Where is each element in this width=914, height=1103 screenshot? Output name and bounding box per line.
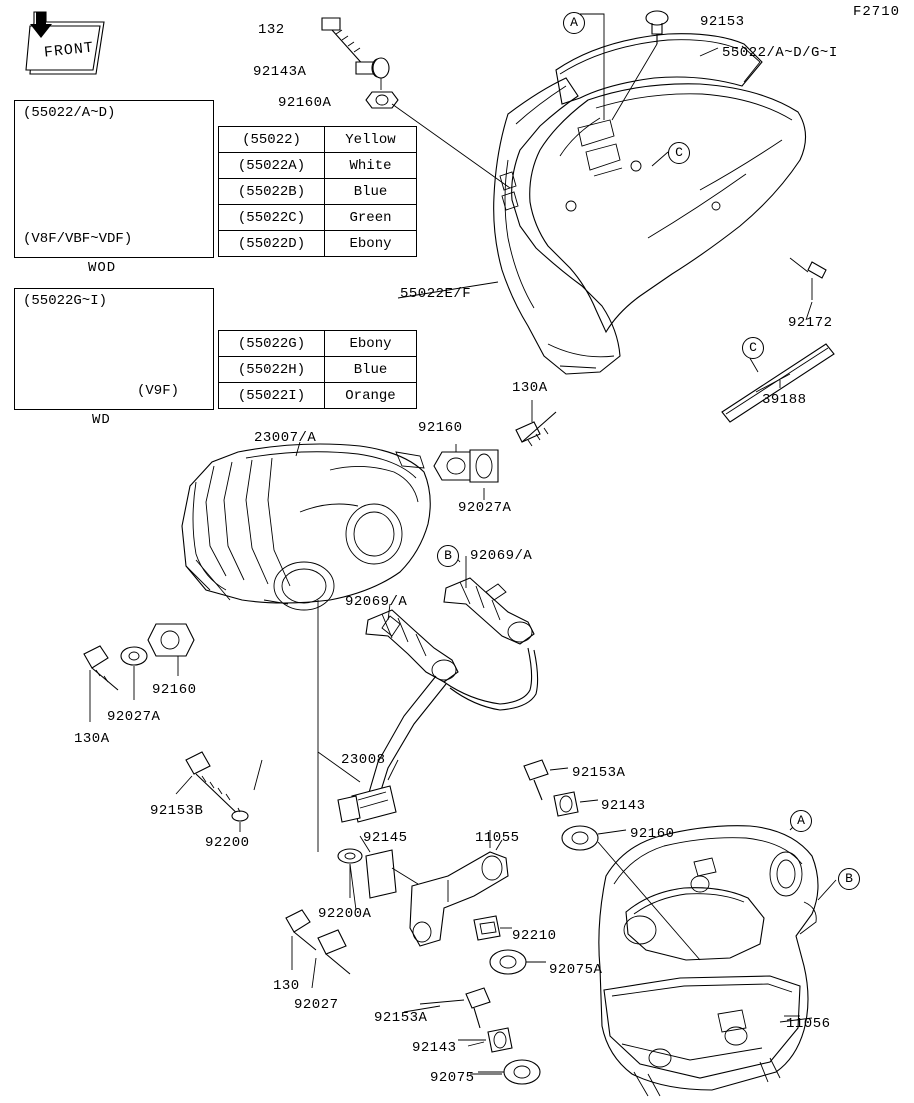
table-row (219, 231, 417, 257)
callout-92027A-top: 92027A (458, 500, 512, 516)
callout-92200: 92200 (205, 835, 250, 851)
bulb-92069A-right (444, 578, 534, 644)
color-code: (55022C) (219, 205, 325, 231)
callout-11055: 11055 (475, 830, 520, 846)
nut-92160-left (148, 624, 194, 674)
callout-92153: 92153 (700, 14, 745, 30)
nut-92210 (474, 916, 512, 940)
spring-92145 (366, 850, 418, 898)
variant-box-wd-caption: WD (92, 412, 111, 428)
callout-92160-left: 92160 (152, 682, 197, 698)
bulb-92069A-left (366, 610, 458, 682)
headlight-bracket-11056 (599, 826, 818, 1096)
callout-92145: 92145 (363, 830, 408, 846)
color-table-wd (218, 330, 417, 409)
callout-92210: 92210 (512, 928, 557, 944)
callout-39188: 39188 (762, 392, 807, 408)
color-name: White (325, 153, 417, 179)
callout-92153B: 92153B (150, 803, 204, 819)
color-code: (55022B) (219, 179, 325, 205)
color-name: Ebony (325, 331, 417, 357)
variant-box-wod-caption: WOD (88, 260, 117, 276)
front-badge-label: FRONT (43, 39, 95, 62)
table-row (219, 205, 417, 231)
collar-92143-right (554, 792, 598, 816)
callout-92069A-left: 92069/A (345, 594, 408, 610)
callout-55022-group: 55022/A~D/G~I (722, 45, 838, 61)
callout-92160A: 92160A (278, 95, 332, 111)
washer-92200A (318, 600, 362, 898)
callout-92172: 92172 (788, 315, 833, 331)
table-row (219, 383, 417, 409)
callout-92143-right: 92143 (601, 798, 646, 814)
callout-92027A-left: 92027A (107, 709, 161, 725)
table-row (219, 153, 417, 179)
color-name: Orange (325, 383, 417, 409)
color-code: (55022A) (219, 153, 325, 179)
collar-92143A (373, 58, 389, 90)
washer-92027A-left (121, 647, 147, 700)
variant-box-wod-title: (55022/A~D) (23, 105, 116, 121)
callout-92027: 92027 (294, 997, 339, 1013)
callout-23008: 23008 (341, 752, 386, 768)
color-code: (55022I) (219, 383, 325, 409)
bolt-92027-bottom (312, 930, 350, 988)
circle-ref-c-mid: C (742, 337, 764, 359)
variant-box-wd-title: (55022G~I) (23, 293, 108, 309)
circle-ref-a-right: A (790, 810, 812, 832)
table-row (219, 357, 417, 383)
sheet-code: F2710 (852, 4, 900, 20)
callout-92153A-right: 92153A (572, 765, 626, 781)
callout-92200A: 92200A (318, 906, 372, 922)
callout-130A-top: 130A (512, 380, 548, 396)
collar-92027A-top (470, 450, 498, 500)
circle-ref-b-mid: B (437, 545, 459, 567)
table-row (219, 179, 417, 205)
color-name: Blue (325, 179, 417, 205)
circle-ref-c-top: C (668, 142, 690, 164)
color-table-wod (218, 126, 417, 257)
circle-ref-a-top: A (563, 12, 585, 34)
callout-92143A: 92143A (253, 64, 307, 80)
damper-92075-bottom (478, 1060, 540, 1084)
bolt-130A-top (516, 400, 556, 446)
bolt-130-bottom (286, 910, 316, 970)
washer-92200 (232, 760, 262, 832)
variant-box-wd (14, 288, 214, 410)
headlight-unit-23007A (182, 444, 430, 610)
callout-92153A-bottom: 92153A (374, 1010, 428, 1026)
color-code: (55022D) (219, 231, 325, 257)
nut-92160-right (562, 826, 700, 960)
callout-130A-left: 130A (74, 731, 110, 747)
variant-box-wod-sub: (V8F/VBF~VDF) (23, 231, 133, 247)
color-code: (55022G) (219, 331, 325, 357)
color-name: Green (325, 205, 417, 231)
color-name: Blue (325, 357, 417, 383)
callout-92160-right: 92160 (630, 826, 675, 842)
trim-strip-39188 (722, 344, 834, 422)
variant-box-wd-sub: (V9F) (137, 383, 180, 399)
callout-23007A: 23007/A (254, 430, 317, 446)
callout-92075A: 92075A (549, 962, 603, 978)
callout-55022EF: 55022E/F (400, 286, 472, 302)
variant-box-wod (14, 100, 214, 258)
color-name: Ebony (325, 231, 417, 257)
callout-92069A-right: 92069/A (470, 548, 533, 564)
collar-92143-bottom (458, 1028, 512, 1052)
upper-cowling-assembly (494, 34, 806, 374)
wiring-harness-23008 (318, 648, 538, 822)
callout-11056: 11056 (786, 1016, 831, 1032)
fastener-92153 (612, 11, 668, 120)
callout-132: 132 (258, 22, 285, 38)
callout-92075: 92075 (430, 1070, 475, 1086)
color-code: (55022H) (219, 357, 325, 383)
screw-92172 (790, 258, 826, 300)
circle-ref-b-right: B (838, 868, 860, 890)
color-code: (55022) (219, 127, 325, 153)
callout-92143-bottom: 92143 (412, 1040, 457, 1056)
damper-92075A (490, 950, 546, 974)
callout-92160-top: 92160 (418, 420, 463, 436)
callout-130: 130 (273, 978, 300, 994)
color-name: Yellow (325, 127, 417, 153)
table-row (219, 127, 417, 153)
table-row (219, 331, 417, 357)
